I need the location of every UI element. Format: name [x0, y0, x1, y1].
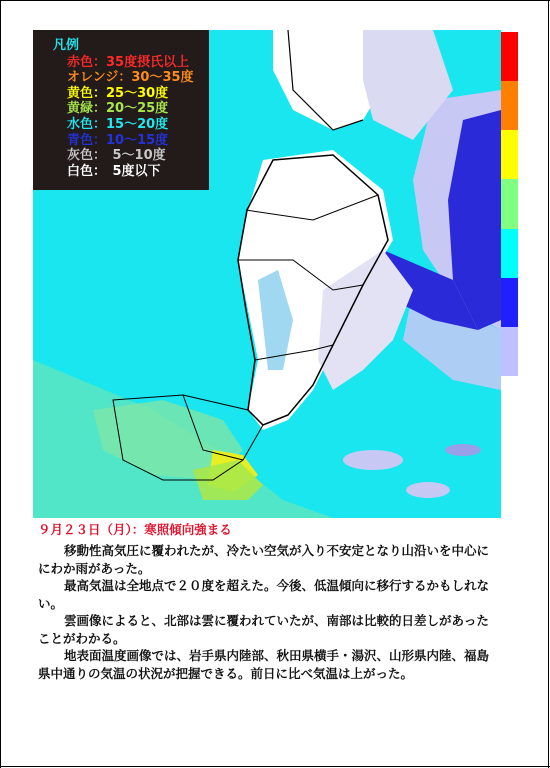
colorbar-swatch-red [501, 32, 518, 81]
article-heading: ９月２３日（月）：寒照傾向強まる [38, 522, 232, 537]
legend-item-lightblue: 水色：15～20度 [67, 116, 169, 132]
temperature-color-bar [501, 32, 518, 376]
colorbar-swatch-lavender [501, 327, 518, 376]
page-border-bottom [0, 766, 550, 767]
legend-item-red: 赤色：35度摂氏以上 [67, 54, 190, 70]
legend-item-white: 白色： 5度以下 [67, 163, 161, 179]
colorbar-swatch-orange [501, 81, 518, 130]
legend-item-gray: 灰色： 5～10度 [67, 148, 166, 164]
temperature-legend [33, 30, 209, 190]
colorbar-swatch-yellow [501, 130, 518, 179]
colorbar-swatch-blue [501, 278, 518, 327]
legend-item-yellow: 黄色：25～30度 [67, 85, 169, 101]
page-border-top [0, 0, 550, 1]
legend-item-orange: オレンジ：30～35度 [67, 70, 194, 86]
colorbar-swatch-cyan [501, 229, 518, 278]
legend-item-yellowgreen: 黄緑：20～25度 [67, 101, 169, 117]
article-paragraph: 最高気温は全地点で２０度を超えた。今後、低温傾向に移行するかもしれない。 [38, 578, 490, 611]
article-body [38, 542, 494, 682]
colorbar-swatch-green [501, 179, 518, 228]
legend-title: 凡例 [53, 38, 80, 53]
article-paragraph: 地表面温度画像では、岩手県内陸部、秋田県横手・湯沢、山形県内陸、福島県中通りの気温の状況が把握できる。前日に比べ気温は上がった。 [38, 648, 490, 681]
legend-item-blue: 青色：10～15度 [67, 132, 169, 148]
article-paragraph: 移動性高気圧に覆われたが、冷たい空気が入り不安定となり山沿いを中心ににわか雨があった。 [38, 543, 490, 576]
page-border-right [548, 0, 549, 768]
article-paragraph: 雲画像によると、北部は雲に覆われていたが、南部は比較的日差しがあったことがわかる。 [38, 613, 489, 646]
page-border-left [0, 0, 1, 768]
